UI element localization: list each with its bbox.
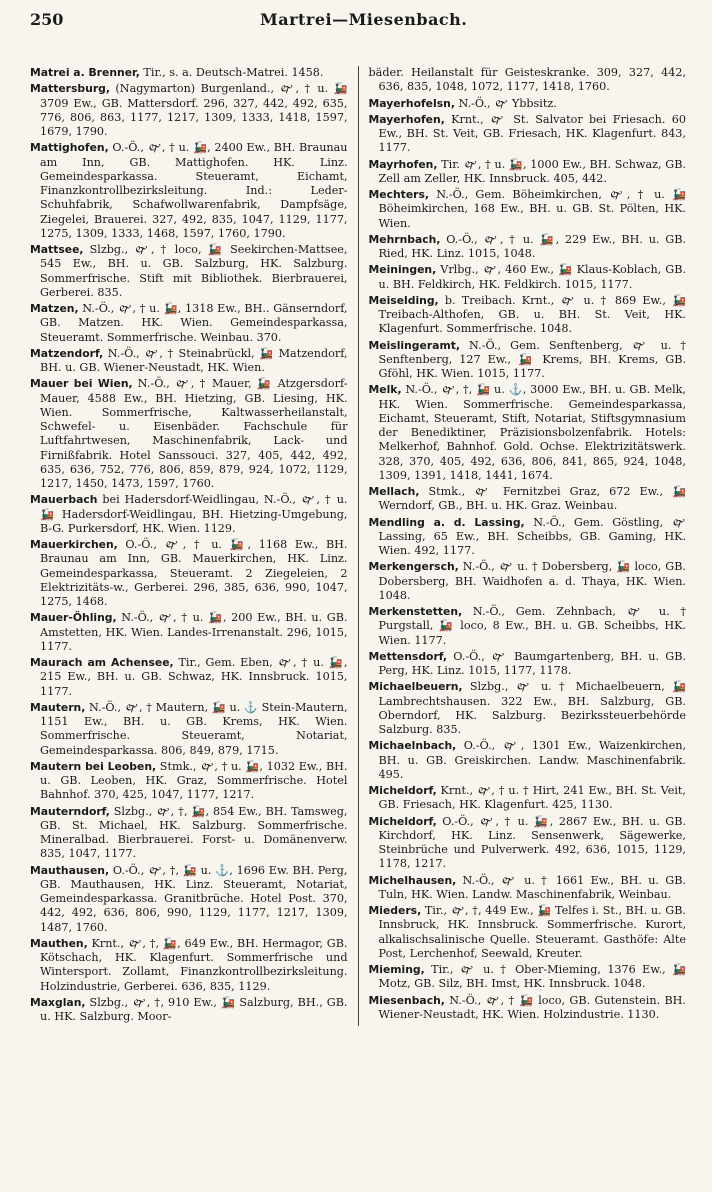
entry-headword: Mauterndorf, <box>30 804 110 818</box>
entry-headword: Matzendorf, <box>30 346 104 360</box>
gazetteer-entry <box>369 904 687 961</box>
entry-headword: Mauer bei Wien, <box>30 377 133 391</box>
entry-text: O.-Ö., 🙰, † u. 🚂, 2400 Ew., BH. Braunau am Inn, GB. Mattighofen. HK. Linz. Gemeindesparkassa. Steueramt, Eichamt, Finanzkontrollbezirksleitung. Ind.: Leder-Schuhfabrik, Schafwollwarenfabrik, Dampfsäge, Ziegelei, Brauerei. 327, 492, 835, 1047, 1129, 1177, 1275, 1309, 1333, 1468, 1597, 1760, 1790. <box>40 141 348 240</box>
gazetteer-entry <box>30 82 348 139</box>
gazetteer-entry <box>369 739 687 782</box>
entry-headword: Mayerhofen, <box>368 112 445 126</box>
entry-text: Tir., s. a. Deutsch-Matrei. 1458. <box>139 66 324 79</box>
gazetteer-entry <box>369 66 687 95</box>
gazetteer-entry <box>30 347 348 376</box>
gazetteer-entry <box>30 243 348 300</box>
entry-text: O.-Ö., 🙰, 1301 Ew., Waizenkirchen, BH. u. GB. Greiskirchen. Landw. Maschinenfabrik. 495. <box>378 739 686 781</box>
entry-headword: Mendling a. d. Lassing, <box>368 515 525 529</box>
entry-headword: Mechters, <box>368 188 429 201</box>
left-column <box>30 66 359 1026</box>
entry-headword: Melk, <box>368 383 402 397</box>
entry-text: N.-Ö., 🙰, † u. 🚂, 200 Ew., BH. u. GB. Amstetten, HK. Wien. Landes-Irrenanstalt. 296, 1015, 1177. <box>40 611 348 653</box>
entry-text: O.-Ö., 🙰, †, 🚂 u. ⚓, 1696 Ew. BH. Perg, GB. Mauthausen, HK. Linz. Steueramt, Notariat, Gemeindesparkassa. Granitbrüche. Hotel Post. 370, 442, 492, 636, 806, 990, 1129, 1177, 1217, 1309, 1487, 1760. <box>40 863 348 934</box>
gazetteer-entry <box>30 493 348 536</box>
entry-text: (Nagymarton) Burgenland., 🙰, † u. 🚂 3709 Ew., GB. Mattersdorf. 296, 327, 442, 492, 635, 776, 806, 863, 1177, 1217, 1309, 1333, 1418, 1597, 1679, 1790. <box>40 82 348 138</box>
entry-headword: Mauer-Öhling, <box>30 611 117 625</box>
gazetteer-entry <box>30 656 348 699</box>
entry-headword: Mayrhofen, <box>368 157 438 171</box>
gazetteer-entry <box>369 113 687 156</box>
entry-headword: Mattersburg, <box>30 82 110 96</box>
entry-text: N.-Ö., Gem. Böheimkirchen, 🙰, † u. 🚂 Böheimkirchen, 168 Ew., BH. u. GB. St. Pölten, HK. Wien. <box>378 188 686 230</box>
entry-text: N.-Ö., 🙰, † u. 🚂, 1318 Ew., BH.. Gänserndorf, GB. Matzen. HK. Wien. Gemeindesparkassa, Steueramt. Sommerfrische. Weinbau. 370. <box>40 302 348 344</box>
gazetteer-entry <box>30 805 348 862</box>
gazetteer-entry <box>369 516 687 559</box>
entry-headword: Mautern, <box>30 700 86 714</box>
entry-text: N.-Ö., 🙰 u. † 1661 Ew., BH. u. GB. Tuln, HK. Wien. Landw. Maschinenfabrik, Weinbau. <box>378 873 686 901</box>
entry-headword: Meislingeramt, <box>368 338 460 352</box>
entry-headword: Maurach am Achensee, <box>30 656 174 669</box>
entry-text: Tir., Gem. Eben, 🙰, † u. 🚂, 215 Ew., BH. u. GB. Schwaz, HK. Innsbruck. 1015, 1177. <box>40 656 348 698</box>
gazetteer-entry <box>369 383 687 483</box>
entry-text: b. Treibach. Krnt., 🙰 u. † 869 Ew., 🚂 Treibach-Althofen, GB. u. BH. St. Veit, HK. Klagenfurt. Sommerfrische. 1048. <box>378 293 686 336</box>
gazetteer-entry <box>30 302 348 345</box>
gazetteer-entry <box>369 784 687 813</box>
entry-text: O.-Ö., 🙰 Baumgartenberg, BH. u. GB. Perg, HK. Linz. 1015, 1177, 1178. <box>378 649 686 677</box>
entry-text: Slzbg., 🙰 u. † Michaelbeuern, 🚂 Lambrechtshausen. 322 Ew., BH. Salzburg, GB. Oberndorf, HK. Salzburg. Bezirkssteuerbehörde Salzburg. 835. <box>378 680 686 736</box>
entry-text: Tir. 🙰, † u. 🚂, 1000 Ew., BH. Schwaz, GB. Zell am Zeller, HK. Innsbruck. 405, 442. <box>378 157 686 185</box>
entry-text: Stmk., 🙰, † u. 🚂, 1032 Ew., BH. u. GB. Leoben, HK. Graz, Sommerfrische. Hotel Bahnhof. 370, 425, 1047, 1177, 1217. <box>40 759 348 802</box>
entry-text: N.-Ö., 🙰, † Mautern, 🚂 u. ⚓ Stein-Mautern, 1151 Ew., BH. u. GB. Krems, HK. Wien. Sommerfrische. Steueramt, Notariat, Gemeindesparkassa. 806, 849, 879, 1715. <box>40 700 348 757</box>
entry-text: bei Hadersdorf-Weidlingau, N.-Ö., 🙰, † u. 🚂 Hadersdorf-Weidlingau, BH. Hietzing-Umgebung, B-G. Purkersdorf, HK. Wien. 1129. <box>40 493 348 535</box>
entry-text: N.-Ö., 🙰 u. † Dobersberg, 🚂 loco, GB. Dobersberg, BH. Waidhofen a. d. Thaya, HK. Wien. 1048. <box>378 560 686 602</box>
entry-text: Krnt., 🙰 St. Salvator bei Friesach. 60 Ew., BH. St. Veit, GB. Friesach, HK. Klagenfurt. 843, 1177. <box>378 112 686 155</box>
entry-headword: Miesenbach, <box>368 993 445 1007</box>
gazetteer-entry <box>30 377 348 491</box>
columns <box>30 66 686 1026</box>
entry-headword: Michaelbeuern, <box>368 680 463 694</box>
entry-text: Slzbg., 🙰, † loco, 🚂 Seekirchen-Mattsee, 545 Ew., BH. u. GB. Salzburg, HK. Salzburg. Sommerfrische. Stift mit Bibliothek. Bierbrauerei, Gerberei. 835. <box>40 243 348 299</box>
entry-headword: Mauthausen, <box>30 863 110 877</box>
entry-text: Stmk., 🙰 Fernitzbei Graz, 672 Ew., 🚂 Werndorf, GB., BH. u. HK. Graz. Weinbau. <box>378 485 686 513</box>
gazetteer-entry <box>369 650 687 679</box>
entry-headword: Michaelnbach, <box>368 739 457 753</box>
gazetteer-entry <box>369 815 687 872</box>
entry-text: N.-Ö., 🙰, † Steinabrückl, 🚂 Matzendorf, BH. u. GB. Wiener-Neustadt, HK. Wien. <box>40 346 348 374</box>
gazetteer-entry <box>369 233 687 262</box>
page-number: 250 <box>30 10 64 29</box>
gazetteer-entry <box>30 611 348 654</box>
entry-text: O.-Ö., 🙰, † u. 🚂, 229 Ew., BH. u. GB. Ried, HK. Linz. 1015, 1048. <box>378 232 686 260</box>
page-header <box>30 10 686 36</box>
entry-headword: Mettensdorf, <box>368 649 448 663</box>
entry-headword: Meiningen, <box>368 263 437 277</box>
entry-headword: Mauerbach <box>30 493 98 507</box>
gazetteer-entry <box>369 294 687 337</box>
gazetteer-entry <box>369 560 687 603</box>
entry-headword: Merkenstetten, <box>368 605 463 618</box>
gazetteer-entry <box>369 874 687 903</box>
entry-headword: Merkengersch, <box>368 560 459 574</box>
gazetteer-entry <box>30 141 348 241</box>
entry-text: Slzbg., 🙰, †, 🚂, 854 Ew., BH. Tamsweg, GB. St. Michael, HK. Salzburg. Sommerfrische. Mineralbad. Bierbrauerei. Forst- u. Domänenverw. 835, 1047, 1177. <box>40 804 348 861</box>
entry-headword: Matzen, <box>30 302 79 315</box>
gazetteer-entry <box>30 937 348 994</box>
entry-headword: Mattighofen, <box>30 141 109 155</box>
gazetteer-entry <box>369 97 687 111</box>
entry-text: Krnt., 🙰, †, 🚂, 649 Ew., BH. Hermagor, GB. Kötschach, HK. Klagenfurt. Sommerfrische und Wintersport. Zollamt, Finanzkontrollbezirksleitung. Holzindustrie, Gerberei. 636, 835, 1129. <box>40 936 348 993</box>
gazetteer-entry <box>30 538 348 609</box>
gazetteer-entry <box>30 996 348 1025</box>
entry-headword: Mattsee, <box>30 243 84 256</box>
entry-text: Vrlbg., 🙰, 460 Ew., 🚂 Klaus-Koblach, GB. u. BH. Feldkirch, HK. Feldkirch. 1015, 1177. <box>378 263 686 291</box>
right-column <box>359 66 687 1026</box>
entry-text: Slzbg., 🙰, †, 910 Ew., 🚂 Salzburg, BH., GB. u. HK. Salzburg. Moor- <box>40 995 348 1023</box>
gazetteer-entry <box>30 760 348 803</box>
entry-text: N.-Ö., 🙰, † 🚂 loco, GB. Gutenstein. BH. Wiener-Neustadt, HK. Wien. Holzindustrie. 1130. <box>378 993 686 1021</box>
gazetteer-entry <box>30 66 348 80</box>
entry-headword: Mellach, <box>368 485 420 498</box>
entry-headword: Micheldorf, <box>368 814 437 828</box>
entry-headword: Maxglan, <box>30 995 86 1009</box>
running-title: Martrei—Miesenbach. <box>260 10 468 29</box>
entry-text: N.-Ö., 🙰, †, 🚂 u. ⚓, 3000 Ew., BH. u. GB. Melk, HK. Wien. Sommerfrische. Gemeindesparkassa, Eichamt, Steueramt, Stift, Notariat, Stiftsgymnasium der Benediktiner, Präzisionsbolzenfabrik. Hotels: Melkerhof, Bahnhof. Gold. Ochse. Elektrizitätswerk. 328, 370, 405, 492, 636, 806, 841, 865, 924, 1048, 1309, 1391, 1418, 1441, 1674. <box>378 383 686 482</box>
gazetteer-entry <box>369 263 687 292</box>
entry-headword: Matrei a. Brenner, <box>30 66 140 79</box>
entry-text: O.-Ö., 🙰, † u. 🚂, 2867 Ew., BH. u. GB. Kirchdorf, HK. Linz. Sensenwerk, Sägewerke, Steinbrüche und Pulverwerk. 492, 636, 1015, 1129, 1178, 1217. <box>378 814 686 871</box>
entry-headword: Mehrnbach, <box>368 232 441 246</box>
gazetteer-entry <box>369 339 687 382</box>
entry-text: N.-Ö., Gem. Göstling, 🙰 Lassing, 65 Ew., BH. Scheibbs, GB. Gaming, HK. Wien. 492, 1177. <box>378 515 686 557</box>
entry-headword: Mayerhofelsn, <box>368 96 455 110</box>
entry-text: Krnt., 🙰, † u. † Hirt, 241 Ew., BH. St. Veit, GB. Friesach, HK. Klagenfurt. 425, 1130. <box>378 784 686 812</box>
entry-headword: Meiselding, <box>368 293 439 307</box>
gazetteer-entry <box>369 605 687 648</box>
gazetteer-entry <box>30 864 348 935</box>
entry-headword: Mauthen, <box>30 936 88 950</box>
entry-headword: Mieders, <box>368 904 422 917</box>
entry-headword: Micheldorf, <box>368 784 437 797</box>
entry-text: N.-Ö., 🙰, † Mauer, 🚂 Atzgersdorf-Mauer, 4588 Ew., BH. Hietzing, GB. Liesing, HK. Wien. Sommerfrische, Kaltwasserheilanstalt, Schwefel- u. Eisenbäder. Fachschule für Luftfahrtwesen, Maschinenfabrik, Lack- und Firnißfabrik. Hotel Sanssouci. 327, 405, 442, 492, 635, 636, 752, 776, 806, 859, 879, 924, 1072, 1129, 1217, 1450, 1473, 1597, 1760. <box>40 377 348 490</box>
entry-headword: Mieming, <box>368 963 425 976</box>
entry-text: Tir., 🙰 u. † Ober-Mieming, 1376 Ew., 🚂 Motz, GB. Silz, BH. Imst, HK. Innsbruck. 1048. <box>378 963 686 991</box>
entry-headword: Mautern bei Leoben, <box>30 759 157 773</box>
entry-headword: Michelhausen, <box>368 873 457 887</box>
gazetteer-entry <box>369 188 687 231</box>
gazetteer-entry <box>369 963 687 992</box>
gazetteer-entry <box>369 158 687 187</box>
gazetteer-entry <box>369 485 687 514</box>
entry-text: N.-Ö., Gem. Senftenberg, 🙰 u. † Senftenberg, 127 Ew., 🚂 Krems, BH. Krems, GB. Gföhl, HK. Wien. 1015, 1177. <box>378 338 686 380</box>
gazetteer-entry <box>369 994 687 1023</box>
entry-text: bäder. Heilanstalt für Geisteskranke. 309, 327, 442, 636, 835, 1048, 1072, 1177, 1418, 1760. <box>368 66 686 94</box>
gazetteer-entry <box>369 680 687 737</box>
entry-text: N.-Ö., Gem. Zehnbach, 🙰 u. † Purgstall, 🚂 loco, 8 Ew., BH. u. GB. Scheibbs, HK. Wien. 1177. <box>378 605 686 647</box>
entry-headword: Mauerkirchen, <box>30 538 118 551</box>
gazetteer-entry <box>30 701 348 758</box>
entry-text: O.-Ö., 🙰, † u. 🚂, 1168 Ew., BH. Braunau am Inn, GB. Mauerkirchen, HK. Linz. Gemeindesparkassa, Steueramt. 2 Ziegeleien, 2 Elektrizitäts-w., Gerberei. 296, 385, 636, 990, 1047, 1275, 1468. <box>40 538 348 608</box>
entry-text: Tir., 🙰, †, 449 Ew., 🚂 Telfes i. St., BH. u. GB. Innsbruck, HK. Innsbruck. Sommerfrische. Kurort, alkalischsalinische Quelle. Steueramt. Gasthöfe: Alte Post, Lerchenhof, Seewald, Kreuter. <box>378 904 686 960</box>
entry-text: N.-Ö., 🙰 Ybbsitz. <box>454 96 557 110</box>
